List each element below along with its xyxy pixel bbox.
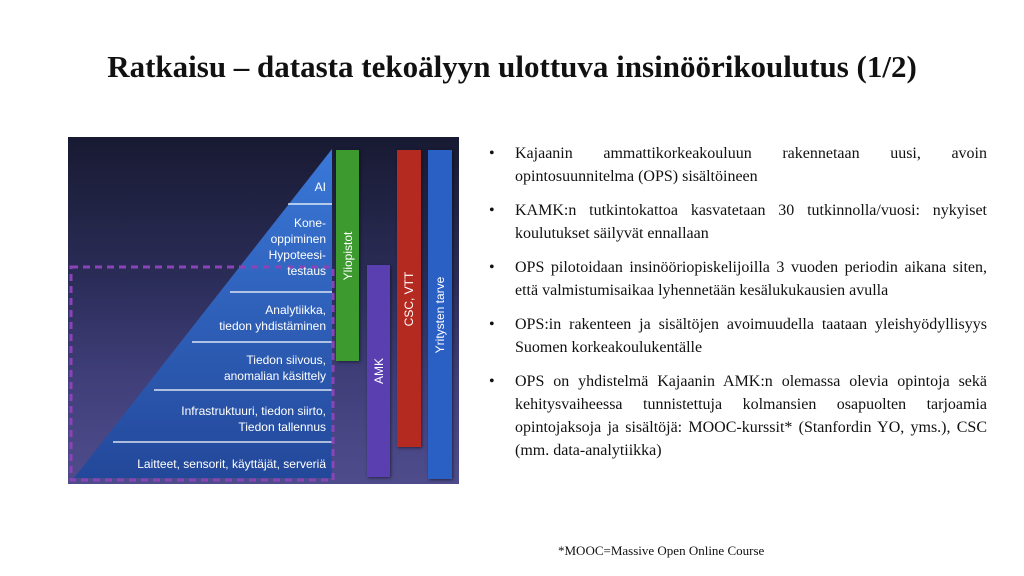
- bullet-item: • KAMK:n tutkintokattoa kasvatetaan 30 tutkinnolla/vuosi: nykyiset koulutukset säilyvät ennallaan: [485, 199, 987, 245]
- data-science-pyramid-diagram: [68, 137, 459, 484]
- bullet-dot-icon: •: [489, 373, 495, 390]
- level-label-devices: Laitteet, sensorit, käyttäjät, serveriä: [137, 457, 326, 471]
- slide-title: Ratkaisu – datasta tekoälyyn ulottuva insinöörikoulutus (1/2): [107, 49, 917, 84]
- bar-label: Yritysten tarve: [433, 276, 447, 353]
- bullet-dot-icon: •: [489, 202, 495, 219]
- bar-label: CSC, VTT: [402, 271, 416, 326]
- bar-yliopistot: [336, 150, 359, 361]
- bar-csc-vtt: [397, 150, 421, 447]
- bullet-dot-icon: •: [489, 259, 495, 276]
- bullet-item: • OPS on yhdistelmä Kajaanin AMK:n olemassa olevia opintoja sekä kehitysvaiheessa tunnistettuja kolmansien osapuolten tarjoamia opintojaksoja ja sisältöjä: MOOC-kurssit* (Stanfordin YO, yms.), CSC (mm. data-analytiikka): [485, 370, 987, 462]
- bullet-list: [485, 142, 987, 473]
- bar-label: AMK: [371, 357, 386, 385]
- level-label-ai: AI: [314, 180, 326, 194]
- level-label-data-cleaning: Tiedon siivous, anomalian käsittely: [223, 353, 326, 383]
- footnote: *MOOC=Massive Open Online Course: [558, 543, 765, 558]
- bar-yritysten-tarve: [428, 150, 452, 479]
- bullet-dot-icon: •: [489, 316, 495, 333]
- bullet-item: • Kajaanin ammattikorkeakouluun rakennetaan uusi, avoin opintosuunnitelma (OPS) sisältöineen: [485, 142, 987, 188]
- bullet-item: • OPS pilotoidaan insinööriopiskelijoilla 3 vuoden periodin aikana siten, että valmistumisaikaa lyhennetään kesälukukausien avulla: [485, 256, 987, 302]
- level-label-machine-learning: Kone- oppiminen Hypoteesi- testaus: [268, 216, 326, 278]
- bullet-dot-icon: •: [489, 145, 495, 162]
- level-label-analytics: Analytiikka, tiedon yhdistäminen: [219, 303, 326, 333]
- level-label-infrastructure: Infrastruktuuri, tiedon siirto, Tiedon tallennus: [181, 404, 326, 434]
- bullet-item: • OPS:in rakenteen ja sisältöjen avoimuudella taataan yleishyödyllisyys Suomen korkeakoulukentälle: [485, 313, 987, 359]
- bar-label: Yliopistot: [340, 231, 355, 280]
- bar-amk: [367, 265, 390, 477]
